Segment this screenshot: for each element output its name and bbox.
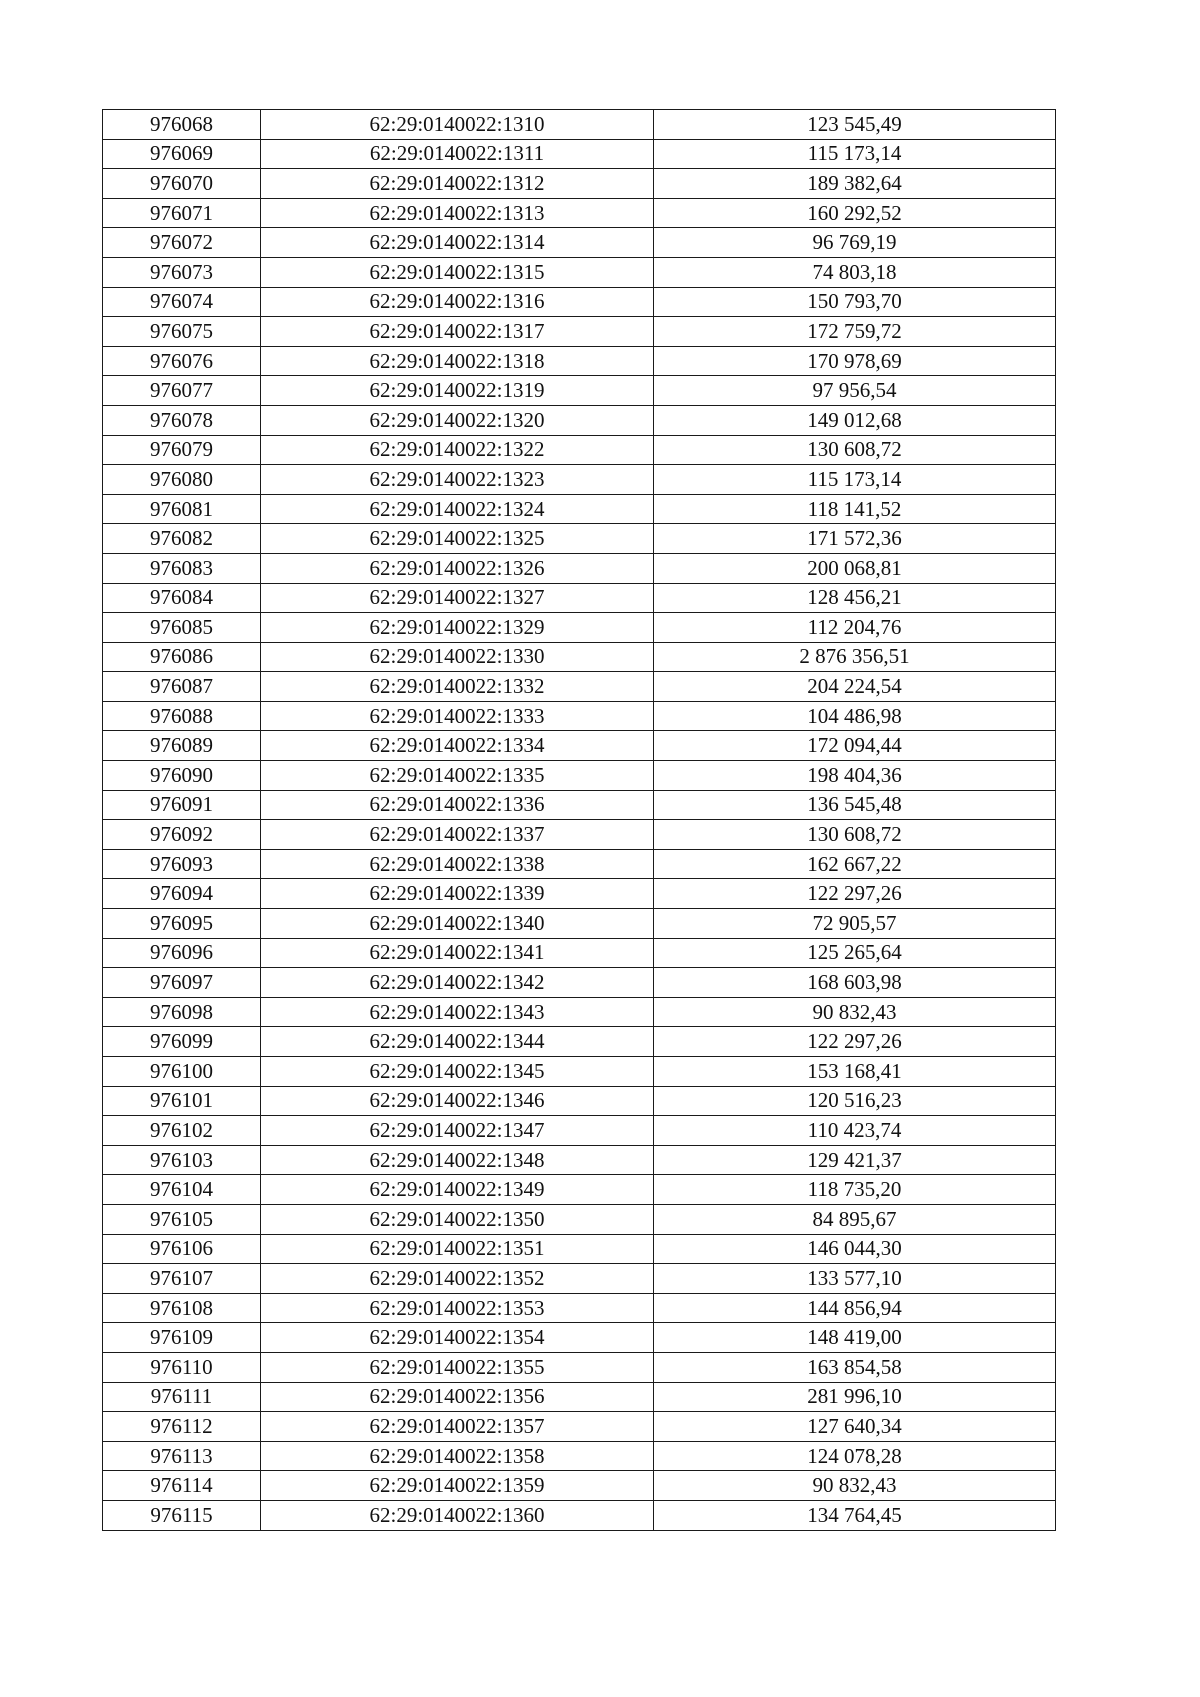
table-row [103,1027,1056,1057]
cadastral-number-cell: 62:29:0140022:1341 [261,938,654,968]
row-number-cell: 976093 [103,849,261,879]
cadastral-number-cell: 62:29:0140022:1353 [261,1293,654,1323]
row-number-cell: 976074 [103,287,261,317]
value-cell: 118 141,52 [654,494,1056,524]
table-row [103,1057,1056,1087]
table-row [103,405,1056,435]
table-row [103,1234,1056,1264]
row-number-cell: 976101 [103,1086,261,1116]
table-row [103,1116,1056,1146]
cadastral-number-cell: 62:29:0140022:1337 [261,820,654,850]
cadastral-number-cell: 62:29:0140022:1355 [261,1352,654,1382]
value-cell: 130 608,72 [654,820,1056,850]
table-row [103,228,1056,258]
value-cell: 122 297,26 [654,1027,1056,1057]
row-number-cell: 976082 [103,524,261,554]
value-cell: 150 793,70 [654,287,1056,317]
cadastral-number-cell: 62:29:0140022:1320 [261,405,654,435]
row-number-cell: 976071 [103,198,261,228]
table-row [103,672,1056,702]
table-row [103,1175,1056,1205]
table-row [103,198,1056,228]
value-cell: 200 068,81 [654,553,1056,583]
table-row [103,376,1056,406]
row-number-cell: 976079 [103,435,261,465]
value-cell: 129 421,37 [654,1145,1056,1175]
value-cell: 281 996,10 [654,1382,1056,1412]
value-cell: 162 667,22 [654,849,1056,879]
row-number-cell: 976076 [103,346,261,376]
cadastral-number-cell: 62:29:0140022:1333 [261,701,654,731]
row-number-cell: 976087 [103,672,261,702]
row-number-cell: 976110 [103,1352,261,1382]
table-row [103,553,1056,583]
row-number-cell: 976090 [103,761,261,791]
cadastral-number-cell: 62:29:0140022:1340 [261,909,654,939]
value-cell: 127 640,34 [654,1412,1056,1442]
value-cell: 144 856,94 [654,1293,1056,1323]
row-number-cell: 976084 [103,583,261,613]
table-row [103,997,1056,1027]
value-cell: 149 012,68 [654,405,1056,435]
value-cell: 168 603,98 [654,968,1056,998]
row-number-cell: 976109 [103,1323,261,1353]
table-row [103,1086,1056,1116]
cadastral-number-cell: 62:29:0140022:1348 [261,1145,654,1175]
cadastral-number-cell: 62:29:0140022:1358 [261,1441,654,1471]
cadastral-number-cell: 62:29:0140022:1338 [261,849,654,879]
cadastral-number-cell: 62:29:0140022:1342 [261,968,654,998]
value-cell: 115 173,14 [654,465,1056,495]
table-row [103,169,1056,199]
row-number-cell: 976097 [103,968,261,998]
cadastral-number-cell: 62:29:0140022:1347 [261,1116,654,1146]
row-number-cell: 976091 [103,790,261,820]
value-cell: 198 404,36 [654,761,1056,791]
row-number-cell: 976107 [103,1264,261,1294]
table-row [103,1145,1056,1175]
row-number-cell: 976115 [103,1500,261,1530]
cadastral-number-cell: 62:29:0140022:1354 [261,1323,654,1353]
cadastral-number-cell: 62:29:0140022:1349 [261,1175,654,1205]
table-row [103,583,1056,613]
table-row [103,790,1056,820]
cadastral-number-cell: 62:29:0140022:1334 [261,731,654,761]
table-row [103,257,1056,287]
table-row [103,909,1056,939]
cadastral-number-cell: 62:29:0140022:1311 [261,139,654,169]
table-row [103,435,1056,465]
table-row [103,1471,1056,1501]
table-row [103,642,1056,672]
cadastral-number-cell: 62:29:0140022:1313 [261,198,654,228]
table-row [103,1204,1056,1234]
value-cell: 128 456,21 [654,583,1056,613]
table-row [103,346,1056,376]
cadastral-number-cell: 62:29:0140022:1314 [261,228,654,258]
cadastral-number-cell: 62:29:0140022:1350 [261,1204,654,1234]
cadastral-number-cell: 62:29:0140022:1326 [261,553,654,583]
table-row [103,879,1056,909]
table-row [103,968,1056,998]
value-cell: 97 956,54 [654,376,1056,406]
table-row [103,287,1056,317]
table-row [103,524,1056,554]
cadastral-number-cell: 62:29:0140022:1330 [261,642,654,672]
value-cell: 90 832,43 [654,997,1056,1027]
value-cell: 130 608,72 [654,435,1056,465]
row-number-cell: 976095 [103,909,261,939]
row-number-cell: 976083 [103,553,261,583]
value-cell: 134 764,45 [654,1500,1056,1530]
cadastral-number-cell: 62:29:0140022:1343 [261,997,654,1027]
cadastral-number-cell: 62:29:0140022:1315 [261,257,654,287]
row-number-cell: 976105 [103,1204,261,1234]
cadastral-number-cell: 62:29:0140022:1356 [261,1382,654,1412]
cadastral-number-cell: 62:29:0140022:1329 [261,613,654,643]
value-cell: 74 803,18 [654,257,1056,287]
cadastral-number-cell: 62:29:0140022:1336 [261,790,654,820]
cadastral-number-cell: 62:29:0140022:1310 [261,110,654,140]
row-number-cell: 976069 [103,139,261,169]
row-number-cell: 976080 [103,465,261,495]
value-cell: 72 905,57 [654,909,1056,939]
value-cell: 160 292,52 [654,198,1056,228]
table-row [103,1500,1056,1530]
row-number-cell: 976075 [103,317,261,347]
cadastral-number-cell: 62:29:0140022:1327 [261,583,654,613]
row-number-cell: 976108 [103,1293,261,1323]
table-row [103,731,1056,761]
row-number-cell: 976104 [103,1175,261,1205]
row-number-cell: 976073 [103,257,261,287]
value-cell: 171 572,36 [654,524,1056,554]
cadastral-number-cell: 62:29:0140022:1325 [261,524,654,554]
cadastral-number-cell: 62:29:0140022:1312 [261,169,654,199]
value-cell: 104 486,98 [654,701,1056,731]
row-number-cell: 976081 [103,494,261,524]
cadastral-number-cell: 62:29:0140022:1357 [261,1412,654,1442]
value-cell: 115 173,14 [654,139,1056,169]
cadastral-number-cell: 62:29:0140022:1345 [261,1057,654,1087]
cadastral-number-cell: 62:29:0140022:1322 [261,435,654,465]
row-number-cell: 976099 [103,1027,261,1057]
table-row [103,1412,1056,1442]
cadastral-number-cell: 62:29:0140022:1317 [261,317,654,347]
table-row [103,938,1056,968]
cadastral-number-cell: 62:29:0140022:1339 [261,879,654,909]
value-cell: 123 545,49 [654,110,1056,140]
table-row [103,1441,1056,1471]
table-row [103,110,1056,140]
row-number-cell: 976096 [103,938,261,968]
row-number-cell: 976094 [103,879,261,909]
table-body [103,110,1056,1531]
table-row [103,1382,1056,1412]
cadastral-number-cell: 62:29:0140022:1360 [261,1500,654,1530]
cadastral-number-cell: 62:29:0140022:1316 [261,287,654,317]
cadastral-number-cell: 62:29:0140022:1352 [261,1264,654,1294]
value-cell: 148 419,00 [654,1323,1056,1353]
value-cell: 118 735,20 [654,1175,1056,1205]
cadastral-number-cell: 62:29:0140022:1319 [261,376,654,406]
cadastral-number-cell: 62:29:0140022:1318 [261,346,654,376]
value-cell: 112 204,76 [654,613,1056,643]
row-number-cell: 976113 [103,1441,261,1471]
cadastral-number-cell: 62:29:0140022:1323 [261,465,654,495]
value-cell: 163 854,58 [654,1352,1056,1382]
value-cell: 170 978,69 [654,346,1056,376]
value-cell: 124 078,28 [654,1441,1056,1471]
table-row [103,465,1056,495]
value-cell: 189 382,64 [654,169,1056,199]
table-row [103,820,1056,850]
cadastral-number-cell: 62:29:0140022:1335 [261,761,654,791]
cadastral-number-cell: 62:29:0140022:1351 [261,1234,654,1264]
table-row [103,761,1056,791]
value-cell: 136 545,48 [654,790,1056,820]
row-number-cell: 976070 [103,169,261,199]
row-number-cell: 976112 [103,1412,261,1442]
row-number-cell: 976072 [103,228,261,258]
row-number-cell: 976086 [103,642,261,672]
cadastral-number-cell: 62:29:0140022:1346 [261,1086,654,1116]
value-cell: 133 577,10 [654,1264,1056,1294]
row-number-cell: 976111 [103,1382,261,1412]
row-number-cell: 976102 [103,1116,261,1146]
value-cell: 172 759,72 [654,317,1056,347]
table-row [103,849,1056,879]
row-number-cell: 976114 [103,1471,261,1501]
row-number-cell: 976078 [103,405,261,435]
value-cell: 2 876 356,51 [654,642,1056,672]
row-number-cell: 976085 [103,613,261,643]
table-row [103,1352,1056,1382]
row-number-cell: 976092 [103,820,261,850]
data-table [102,109,1056,1531]
table-row [103,1323,1056,1353]
table-row [103,1293,1056,1323]
cadastral-number-cell: 62:29:0140022:1324 [261,494,654,524]
cadastral-number-cell: 62:29:0140022:1332 [261,672,654,702]
value-cell: 90 832,43 [654,1471,1056,1501]
table-row [103,1264,1056,1294]
row-number-cell: 976068 [103,110,261,140]
value-cell: 96 769,19 [654,228,1056,258]
value-cell: 204 224,54 [654,672,1056,702]
value-cell: 110 423,74 [654,1116,1056,1146]
row-number-cell: 976106 [103,1234,261,1264]
row-number-cell: 976089 [103,731,261,761]
table-row [103,317,1056,347]
row-number-cell: 976100 [103,1057,261,1087]
cadastral-number-cell: 62:29:0140022:1344 [261,1027,654,1057]
value-cell: 146 044,30 [654,1234,1056,1264]
value-cell: 122 297,26 [654,879,1056,909]
value-cell: 84 895,67 [654,1204,1056,1234]
value-cell: 172 094,44 [654,731,1056,761]
row-number-cell: 976103 [103,1145,261,1175]
row-number-cell: 976098 [103,997,261,1027]
value-cell: 120 516,23 [654,1086,1056,1116]
value-cell: 125 265,64 [654,938,1056,968]
row-number-cell: 976077 [103,376,261,406]
table-row [103,613,1056,643]
table-row [103,494,1056,524]
row-number-cell: 976088 [103,701,261,731]
table-row [103,139,1056,169]
table-row [103,701,1056,731]
cadastral-number-cell: 62:29:0140022:1359 [261,1471,654,1501]
value-cell: 153 168,41 [654,1057,1056,1087]
